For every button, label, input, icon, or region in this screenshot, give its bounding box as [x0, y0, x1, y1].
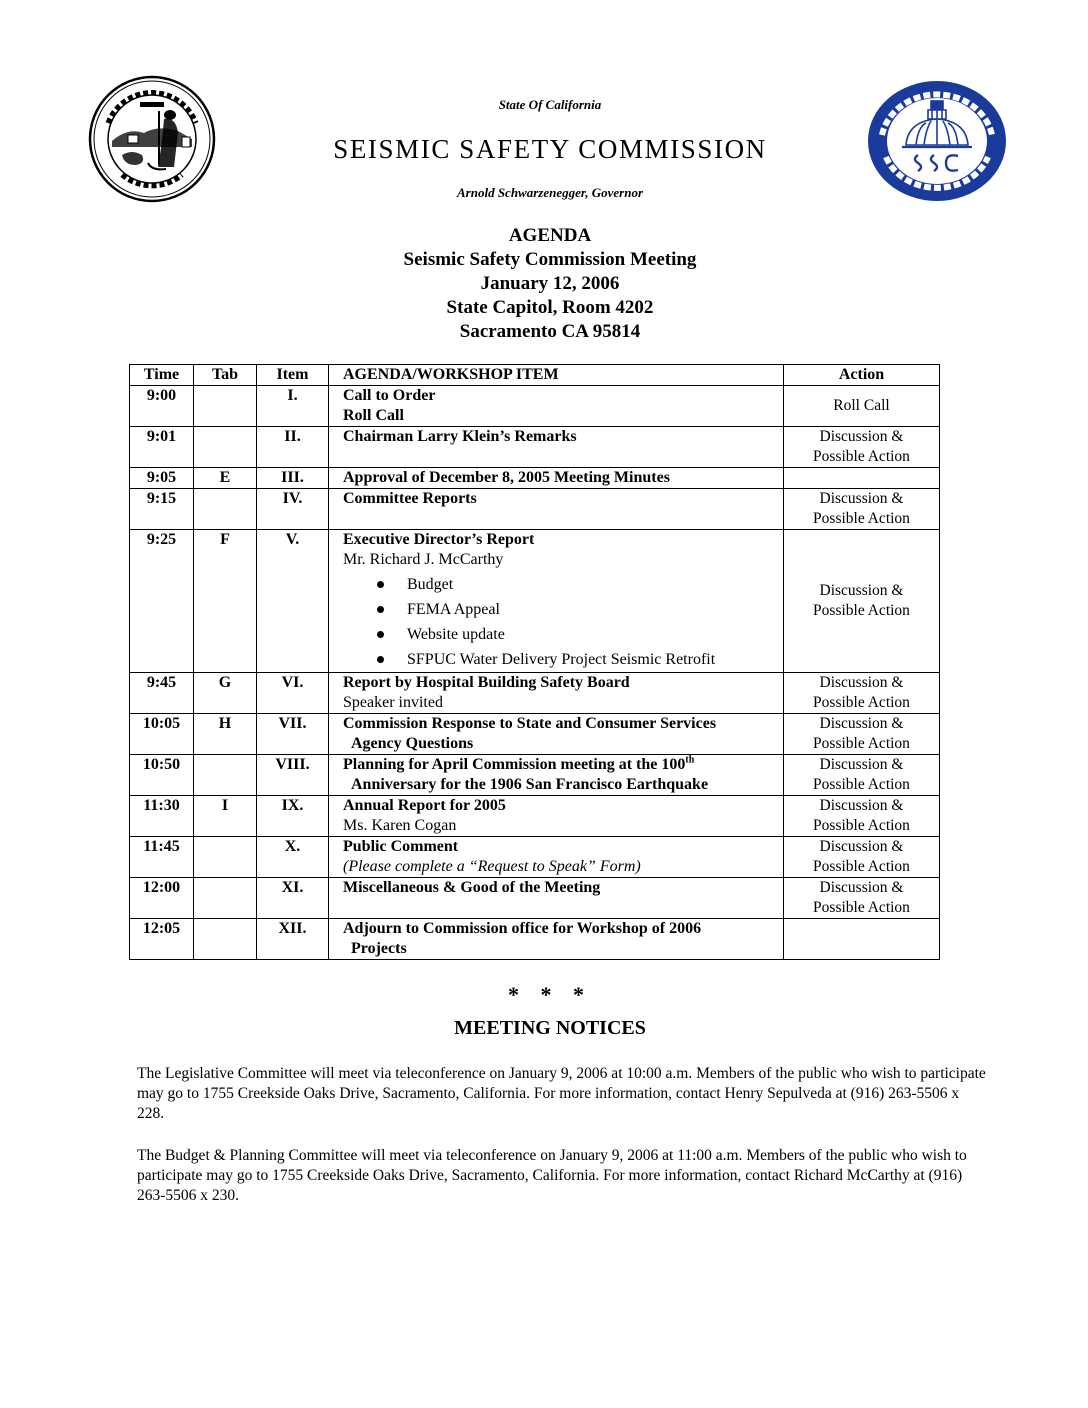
row-title: Committee Reports — [343, 490, 477, 507]
table-header-row — [130, 365, 940, 386]
row-description — [329, 489, 784, 530]
row-item-number: II. — [257, 427, 329, 468]
row-description — [329, 386, 784, 427]
row-description — [329, 714, 784, 755]
row-title: Annual Report for 2005 — [343, 797, 506, 814]
action-line-1: Discussion & — [819, 582, 904, 599]
ssc-logo-icon — [866, 79, 1008, 203]
action-line-1: Discussion & — [819, 756, 904, 773]
row-tab: H — [194, 714, 257, 755]
commission-name-heading: SEISMIC SAFETY COMMISSION — [333, 134, 767, 164]
row-item-number: VI. — [257, 673, 329, 714]
row-tab: E — [194, 468, 257, 489]
row-time: 12:05 — [130, 919, 194, 960]
row-description — [329, 919, 784, 960]
row-tab — [194, 489, 257, 530]
row-time: 9:05 — [130, 468, 194, 489]
table-row — [130, 919, 940, 960]
row-time: 11:45 — [130, 837, 194, 878]
table-row — [130, 489, 940, 530]
action-line-1: Discussion & — [819, 674, 904, 691]
row-title: Report by Hospital Building Safety Board — [343, 674, 630, 691]
bullet-item: Website update — [407, 622, 777, 647]
ordinal-suffix: th — [685, 754, 695, 766]
row-description — [329, 755, 784, 796]
row-action — [784, 755, 940, 796]
action-line-2: Possible Action — [813, 817, 910, 834]
row-title: Approval of December 8, 2005 Meeting Minutes — [343, 469, 670, 486]
row-item-number: XII. — [257, 919, 329, 960]
row-action — [784, 489, 940, 530]
row-item-number: V. — [257, 530, 329, 673]
row-description — [329, 878, 784, 919]
table-row — [130, 837, 940, 878]
row-tab — [194, 837, 257, 878]
row-time: 9:01 — [130, 427, 194, 468]
row-tab — [194, 427, 257, 468]
row-subtitle: Speaker invited — [343, 694, 443, 711]
column-header-time: Time — [130, 365, 194, 386]
row-description — [329, 796, 784, 837]
row-item-number: IX. — [257, 796, 329, 837]
state-of-california-heading: State Of California — [498, 97, 602, 112]
row-time: 12:00 — [130, 878, 194, 919]
meeting-location: State Capitol, Room 4202 — [446, 297, 654, 318]
agenda-heading: AGENDA — [508, 225, 592, 246]
table-row — [130, 427, 940, 468]
row-description — [329, 427, 784, 468]
row-description — [329, 673, 784, 714]
action-line-2: Possible Action — [813, 510, 910, 527]
table-row — [130, 796, 940, 837]
row-time: 11:30 — [130, 796, 194, 837]
row-title: Public Comment — [343, 838, 459, 855]
row-subtitle: Mr. Richard J. McCarthy — [343, 551, 504, 568]
table-row — [130, 714, 940, 755]
row-time: 9:45 — [130, 673, 194, 714]
meeting-notices-heading: MEETING NOTICES — [454, 1017, 646, 1039]
row-action — [784, 468, 940, 489]
row-title-continued: Projects — [351, 940, 407, 957]
row-item-number: X. — [257, 837, 329, 878]
row-action — [784, 796, 940, 837]
row-title: Commission Response to State and Consumer Services — [343, 715, 717, 732]
row-action — [784, 427, 940, 468]
action-line-1: Discussion & — [819, 797, 904, 814]
table-row — [130, 530, 940, 673]
agenda-table — [129, 364, 940, 960]
action-line-2: Possible Action — [813, 602, 910, 619]
row-tab — [194, 755, 257, 796]
row-action — [784, 673, 940, 714]
action-line-1: Discussion & — [819, 838, 904, 855]
action-line-1: Discussion & — [819, 490, 904, 507]
action-line-1: Discussion & — [819, 428, 904, 445]
table-row — [130, 386, 940, 427]
row-time: 9:25 — [130, 530, 194, 673]
row-title: Miscellaneous & Good of the Meeting — [343, 879, 601, 896]
row-title-continued: Anniversary for the 1906 San Francisco Earthquake — [351, 776, 709, 793]
row-subtitle: (Please complete a “Request to Speak” Form) — [343, 858, 641, 875]
table-row — [130, 673, 940, 714]
agenda-title-block — [240, 224, 860, 344]
row-time: 10:05 — [130, 714, 194, 755]
row-item-number: VIII. — [257, 755, 329, 796]
great-seal-of-california-icon — [88, 75, 216, 203]
action-line-1: Discussion & — [819, 715, 904, 732]
agenda-and-notices — [0, 364, 1088, 1206]
row-item-number: XI. — [257, 878, 329, 919]
meeting-name: Seismic Safety Commission Meeting — [403, 249, 697, 270]
table-row — [130, 755, 940, 796]
row-action — [784, 530, 940, 673]
row-time: 10:50 — [130, 755, 194, 796]
row-title-text: Planning for April Commission meeting at the 100 — [343, 756, 686, 773]
row-description — [329, 837, 784, 878]
row-description — [329, 530, 784, 673]
row-item-number: IV. — [257, 489, 329, 530]
row-title: Chairman Larry Klein’s Remarks — [343, 428, 577, 445]
bullet-list — [343, 572, 777, 672]
row-time: 9:15 — [130, 489, 194, 530]
row-subtitle: Roll Call — [343, 407, 404, 424]
row-action — [784, 878, 940, 919]
action-line-2: Possible Action — [813, 694, 910, 711]
action-line-2: Possible Action — [813, 776, 910, 793]
row-item-number: III. — [257, 468, 329, 489]
row-description — [329, 468, 784, 489]
column-header-agenda-item: AGENDA/WORKSHOP ITEM — [329, 365, 784, 386]
notice-paragraph-legislative: The Legislative Committee will meet via teleconference on January 9, 2006 at 10:00 a.m. Members of the public who wish to participate may go to 1755 Creekside Oaks Drive, Sacramento, California. For more information, contact Henry Sepulveda at (916) 263-5506 x 228. — [137, 1065, 986, 1122]
section-separator: * * * — [508, 982, 592, 1007]
row-title: Call to Order — [343, 387, 436, 404]
action-line-2: Possible Action — [813, 858, 910, 875]
row-item-number: VII. — [257, 714, 329, 755]
row-tab — [194, 919, 257, 960]
row-tab — [194, 878, 257, 919]
action-line-2: Possible Action — [813, 448, 910, 465]
row-time: 9:00 — [130, 386, 194, 427]
action-line-2: Possible Action — [813, 735, 910, 752]
row-tab: G — [194, 673, 257, 714]
meeting-date: January 12, 2006 — [480, 273, 620, 294]
row-tab: F — [194, 530, 257, 673]
row-tab — [194, 386, 257, 427]
row-title-continued: Agency Questions — [351, 735, 474, 752]
row-action — [784, 919, 940, 960]
action-line-1: Discussion & — [819, 879, 904, 896]
row-item-number: I. — [257, 386, 329, 427]
row-action: Roll Call — [784, 386, 940, 427]
action-line-2: Possible Action — [813, 899, 910, 916]
bullet-item: SFPUC Water Delivery Project Seismic Retrofit — [407, 647, 777, 672]
column-header-tab: Tab — [194, 365, 257, 386]
row-title: Adjourn to Commission office for Workshop of 2006 — [343, 920, 702, 937]
column-header-action: Action — [784, 365, 940, 386]
row-title: Executive Director’s Report — [343, 531, 535, 548]
table-row — [130, 468, 940, 489]
row-action — [784, 837, 940, 878]
row-action — [784, 714, 940, 755]
column-header-item: Item — [257, 365, 329, 386]
bullet-item: FEMA Appeal — [407, 597, 777, 622]
table-row — [130, 878, 940, 919]
row-subtitle: Ms. Karen Cogan — [343, 817, 457, 834]
bullet-item: Budget — [407, 572, 777, 597]
notice-paragraph-budget: The Budget & Planning Committee will meet via teleconference on January 9, 2006 at 11:00 a.m. Members of the public who wish to participate may go to 1755 Creekside Oaks Drive, Sacramento, California. For more information, contact Richard McCarthy at (916) 263-5506 x 230. — [137, 1147, 967, 1204]
row-title — [343, 755, 777, 775]
meeting-city: Sacramento CA 95814 — [459, 321, 641, 342]
governor-line: Arnold Schwarzenegger, Governor — [457, 185, 643, 200]
row-tab: I — [194, 796, 257, 837]
